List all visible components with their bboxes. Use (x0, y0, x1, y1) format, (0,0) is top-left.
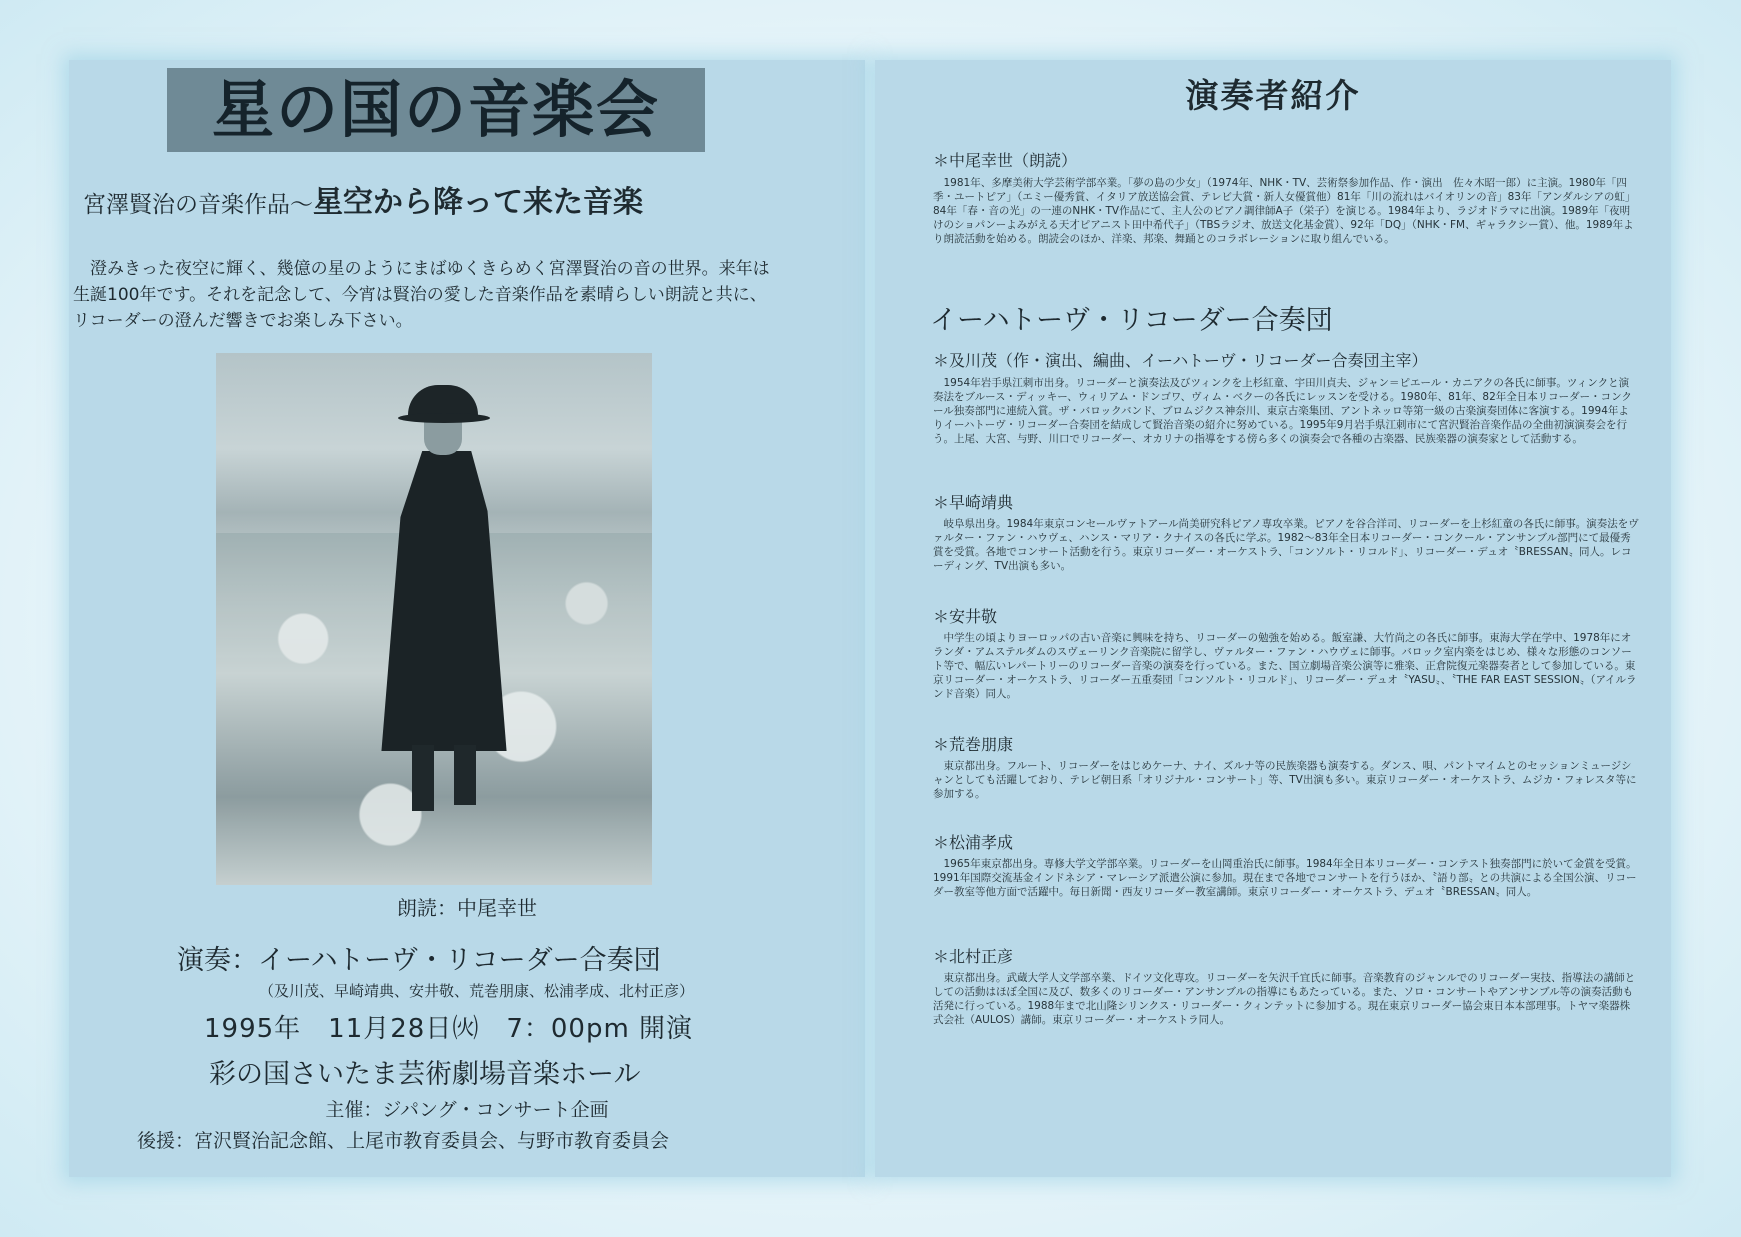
subtitle-prefix: 宮澤賢治の音楽作品〜 (83, 192, 313, 218)
performer-line: 演奏：イーハトーヴ・リコーダー合奏団 (177, 945, 661, 976)
profile-body: 1954年岩手県江刺市出身。リコーダーと演奏法及びツィンクを上杉紅童、宇田川貞夫、ジャン＝ピエール・カニアクの各氏に師事。ツィンクと演奏法をブルース・ディッキー、ウィリアム・ドンゴワ、ヴィム・ベクーの各氏にレッスンを受ける。1980年、81年、82年全日本リコーダー・コンクール独奏部門に連続入賞。ザ・バロックバンド、ブロムジクス神奈川、東京古楽集団、アントネッロ等第一級の古楽演奏団体に客演する。1994年よりイーハトーヴ・リコーダー合奏団を結成して賢治音楽の紹介に努めている。1995年9月岩手県江刺市にて宮沢賢治音楽作品の全曲初演演奏会を行う。上尾、大宮、与野、川口でリコーダー、オカリナの指導をする傍ら多くの演奏会で各種の古楽器、民族楽器の演奏家として活動する。 (933, 377, 1632, 445)
concert-subtitle (83, 177, 853, 221)
member-list: （及川茂、早崎靖典、安井敬、荒巻朋康、松浦孝成、北村正彦） (259, 982, 695, 1000)
profile-body: 岐阜県出身。1984年東京コンセールヴァトアール尚美研究科ピアノ専攻卒業。ピアノを谷合洋司、リコーダーを上杉紅童の各氏に師事。演奏法をヴァルター・ファン・ハウヴェ、ハンス・マリア・クナイスの各氏に学ぶ。1982〜83年全日本リコーダー・コンクール・アンサンブル部門にて最優秀賞を受賞。各地でコンサート活動を行う。東京リコーダー・オーケストラ、「コンソルト・リコルド」、リコーダー・デュオ〝BRESSAN〟同人。レコーディング、TV出演も多い。 (933, 518, 1639, 572)
photo-figure-coat (376, 451, 512, 751)
photo-figure-leg (454, 745, 476, 805)
profiles-title: 演奏者紹介 (1185, 76, 1361, 115)
profile-body: 東京都出身。武蔵大学人文学部卒業、ドイツ文化専攻。リコーダーを矢沢千宜氏に師事。音楽教育のジャンルでのリコーダー実技、指導法の講師としての活動はほぼ全国に及び、数多くのリコーダー・アンサンブルの指導にもあたっている。また、ソロ・コンサートやアンサンブル等の演奏活動も活発に行っている。1988年まで北山隆シリンクス・リコーダー・クィンテットに参加する。現在東京リコーダー協会東日本本部理事。トヤマ楽器株式会社（AULOS）講師。東京リコーダー・オーケストラ同人。 (933, 972, 1636, 1026)
concert-venue: 彩の国さいたま芸術劇場音楽ホール (209, 1059, 641, 1090)
profile-name: ＊及川茂（作・演出、編曲、イーハトーヴ・リコーダー合奏団主宰） (933, 351, 1428, 370)
profile-body: 1981年、多摩美術大学芸術学部卒業。「夢の島の少女」（1974年、NHK・TV、芸術祭参加作品、作・演出 佐々木昭一郎）に主演。1980年「四季・ユートピア」（エミー優秀賞、イタリア放送協会賞、テレビ大賞・新人女優賞他）81年「川の流れはバイオリンの音」83年「アンダルシアの虹」84年「春・音の光」の一連のNHK・TV作品にて、主人公のピアノ調律師A子（栄子）を演じる。1984年より、ラジオドラマに出演。1989年「夜明けのショパンーよみがえる天才ピアニスト田中希代子」（TBSラジオ、放送文化基金賞）、92年「DQ」（NHK・FM、ギャラクシー賞）、他。1989年より朗読活動を始める。朗読会のほか、洋楽、邦楽、舞踊とのコラボレーションに取り組んでいる。 (933, 177, 1636, 245)
sponsor-line: 後援：宮沢賢治記念館、上尾市教育委員会、与野市教育委員会 (137, 1130, 670, 1152)
profile-name: ＊荒巻朋康 (933, 735, 1014, 754)
performer-profiles-page (875, 60, 1671, 1177)
profile-name: ＊安井敬 (933, 607, 998, 626)
profile-body: 1965年東京都出身。専修大学文学部卒業。リコーダーを山岡重治氏に師事。1984年全日本リコーダー・コンテスト独奏部門に於いて金賞を受賞。1991年国際交流基金インドネシア・マレーシア派遣公演に参加。現在まで各地でコンサートを行うほか、〝語り部〟との共演による全国公演、リコーダー教室等他方面で活躍中。毎日新聞・西友リコーダー教室講師。東京リコーダー・オーケストラ、デュオ〝BRESSAN〟同人。 (933, 858, 1637, 898)
photo-figure-hat-brim (398, 413, 490, 423)
organizer-line: 主催：ジパング・コンサート企画 (325, 1099, 609, 1121)
title-banner (167, 68, 705, 152)
profile-name: ＊中尾幸世（朗読） (933, 151, 1078, 170)
profile-body: 東京都出身。フルート、リコーダーをはじめケーナ、ナイ、ズルナ等の民族楽器も演奏する。ダンス、唄、パントマイムとのセッションミュージシャンとしても活躍しており、テレビ朝日系「オリジナル・コンサート」等、TV出演も多い。東京リコーダー・オーケストラ、ムジカ・フォレスタ等に参加する。 (933, 760, 1637, 800)
profile-body: 中学生の頃よりヨーロッパの古い音楽に興味を持ち、リコーダーの勉強を始める。飯室謙、大竹尚之の各氏に師事。東海大学在学中、1978年にオランダ・アムステルダムのスヴェーリンク音楽院に留学し、ヴァルター・ファン・ハウヴェに師事。バロック室内楽をはじめ、様々な形態のコンソート等で、幅広いレパートリーのリコーダー音楽の演奏を行っている。また、国立劇場音楽公演等に雅楽、正倉院復元楽器奏者として参加している。東京リコーダー・オーケストラ、リコーダー五重奏団「コンソルト・リコルド」、リコーダー・デュオ〝YASU〟、〝THE FAR EAST SESSION〟（アイルランド音楽）同人。 (933, 632, 1637, 700)
photo-caption: 朗読：中尾幸世 (397, 896, 537, 920)
ensemble-title: イーハトーヴ・リコーダー合奏団 (930, 305, 1333, 336)
concert-flyer-page (69, 60, 865, 1177)
concert-title: 星の国の音楽会 (211, 73, 660, 146)
concert-datetime: 1995年 11月28日㈫ 7：00pm 開演 (204, 1014, 694, 1044)
portrait-photo (216, 353, 652, 885)
photo-figure-leg (412, 745, 434, 811)
subtitle-main: 星空から降って来た音楽 (313, 185, 643, 220)
intro-paragraph: 澄みきった夜空に輝く、幾億の星のようにまばゆくきらめく宮澤賢治の音の世界。来年は 生誕100年です。それを記念して、今宵は賢治の愛した音楽作品を素晴らしい朗読と共に、 リコーダーの澄んだ響きでお楽しみ下さい。 (73, 259, 770, 331)
profile-name: ＊松浦孝成 (933, 833, 1014, 852)
profile-name: ＊北村正彦 (933, 947, 1014, 966)
profile-name: ＊早崎靖典 (933, 493, 1014, 512)
photo-figure-face (424, 421, 462, 455)
